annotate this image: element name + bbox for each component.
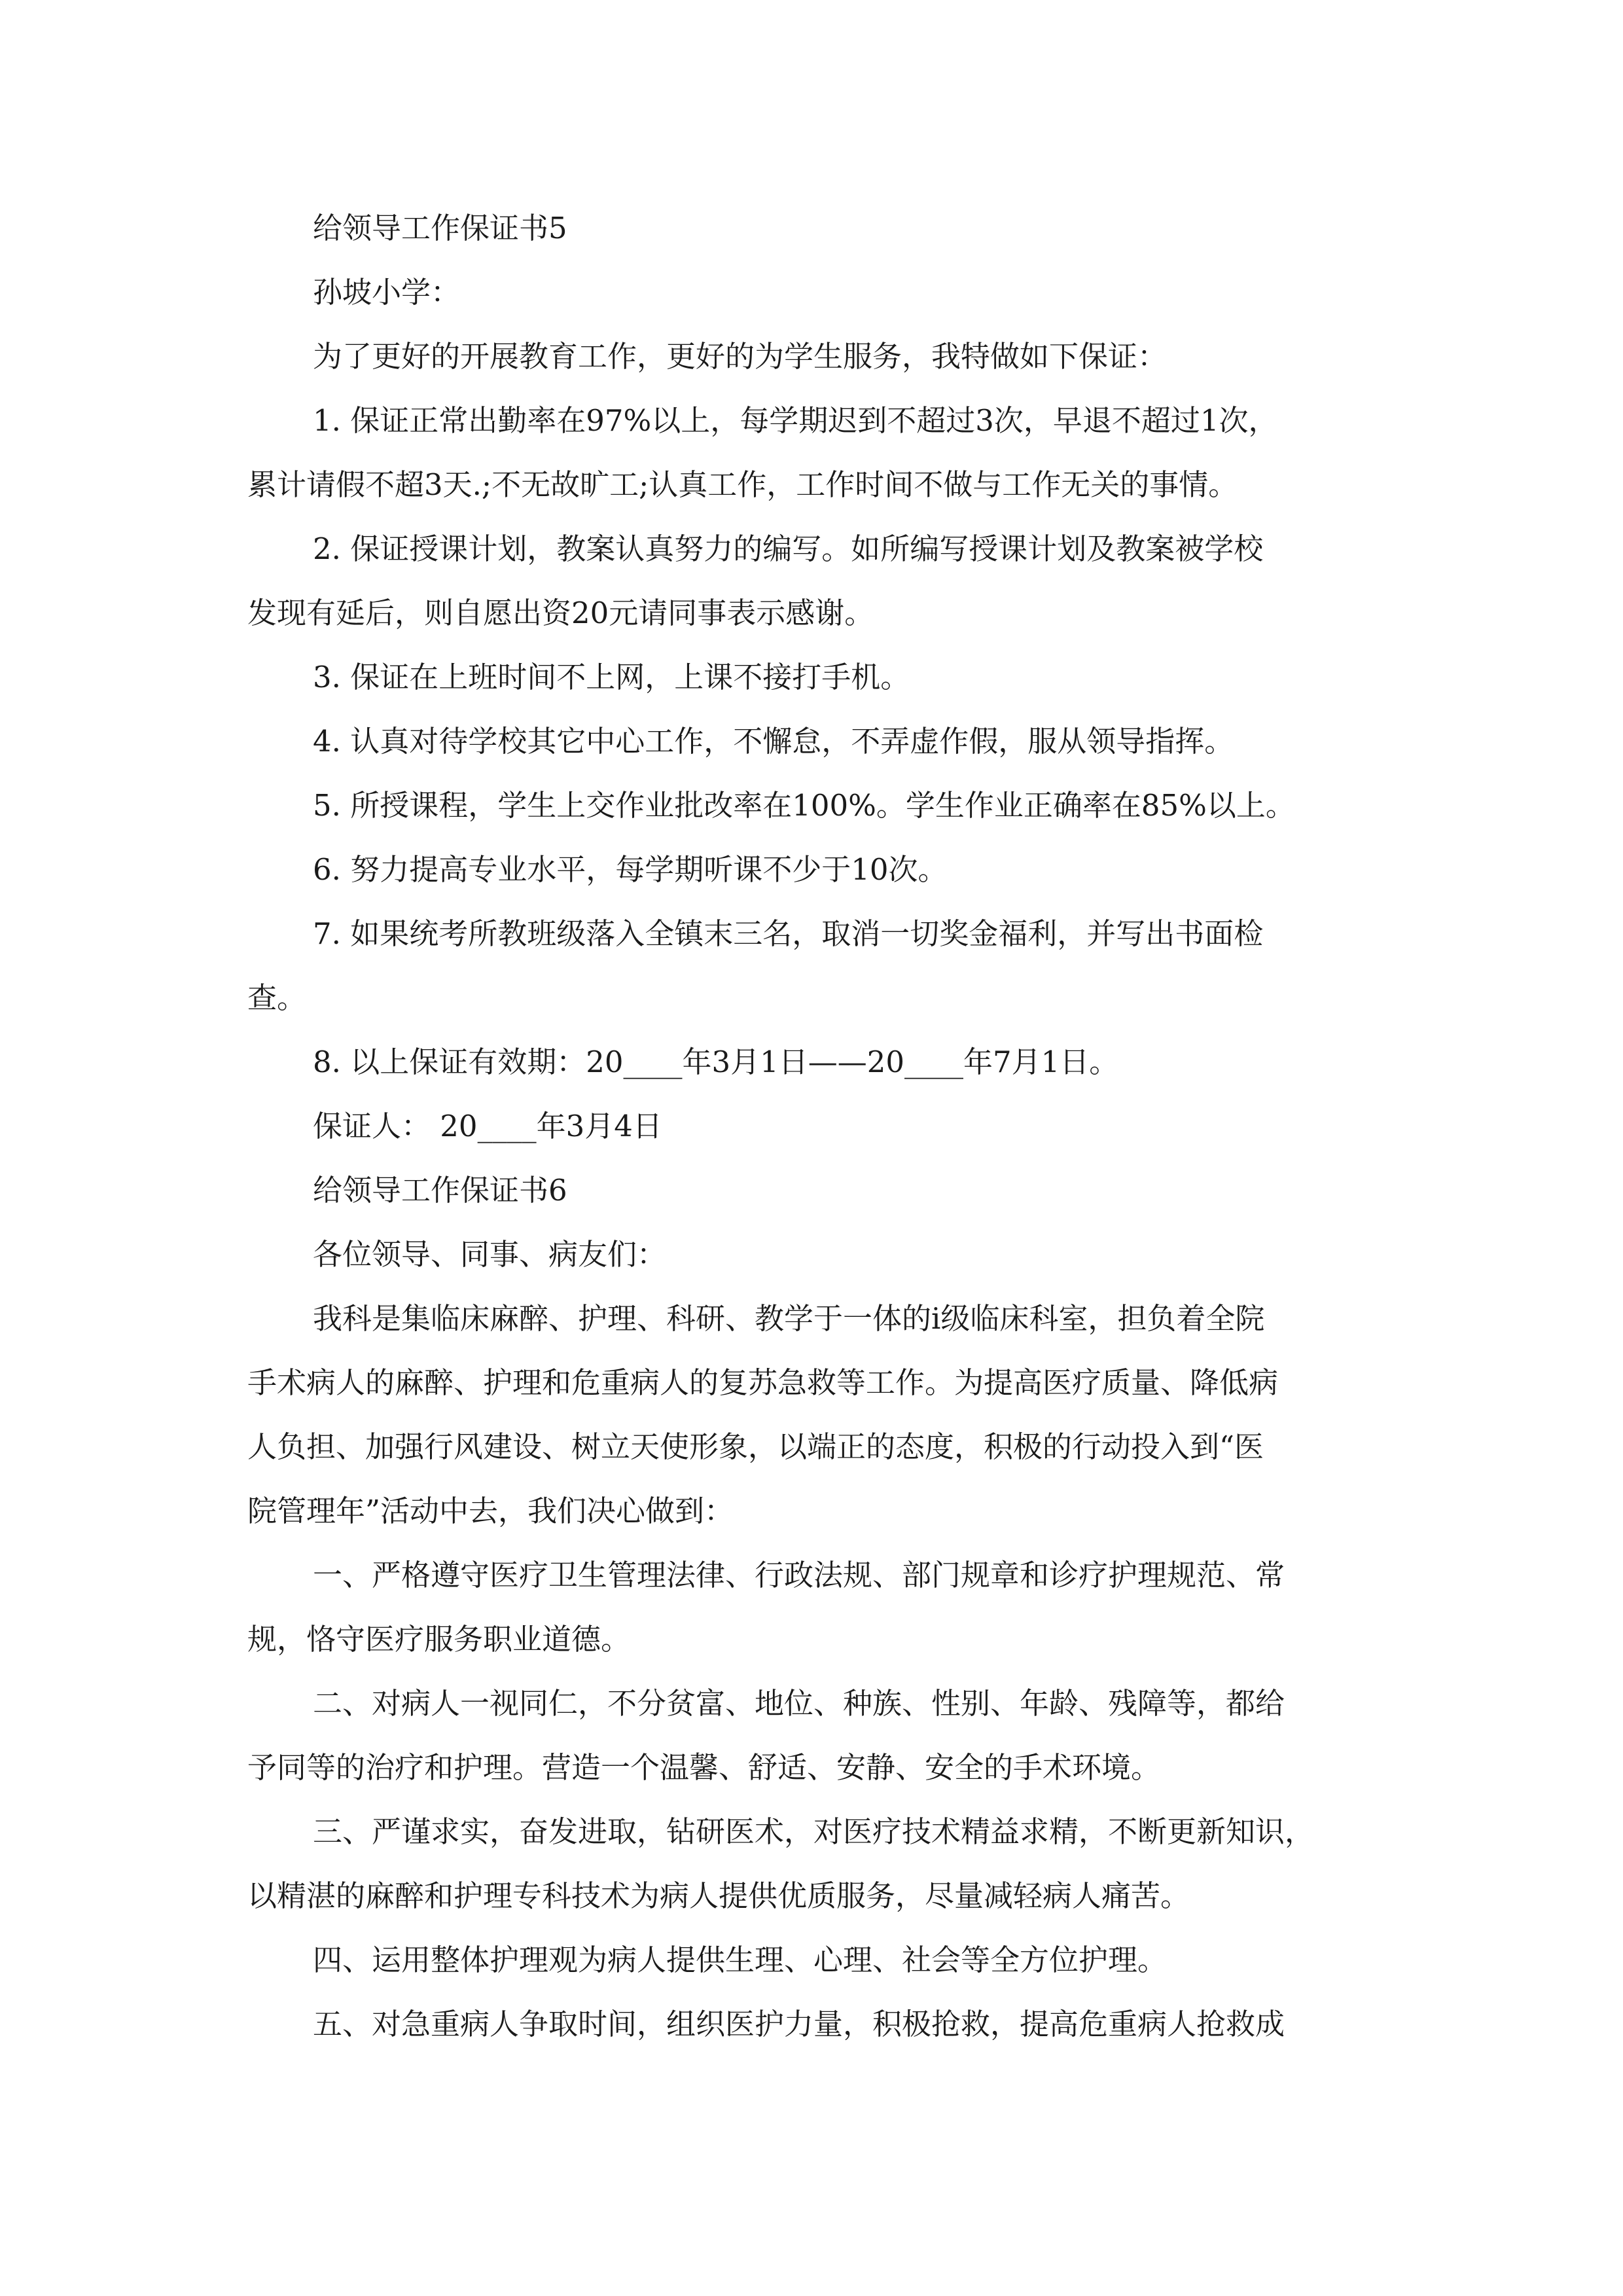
paragraph-line: 4. 认真对待学校其它中心工作，不懈怠，不弄虚作假，服从领导指挥。 xyxy=(313,724,1234,759)
paragraph-line: 规，恪守医疗服务职业道德。 xyxy=(247,1622,631,1657)
paragraph-line: 为了更好的开展教育工作，更好的为学生服务，我特做如下保证： xyxy=(313,339,1168,374)
paragraph-line: 发现有延后，则自愿出资20元请同事表示感谢。 xyxy=(247,596,874,630)
paragraph-line: 四、运用整体护理观为病人提供生理、心理、社会等全方位护理。 xyxy=(313,1943,1168,1977)
paragraph-line: 予同等的治疗和护理。营造一个温馨、舒适、安静、安全的手术环境。 xyxy=(247,1750,1161,1785)
section-title: 给领导工作保证书6 xyxy=(313,1173,567,1208)
paragraph-line: 8. 以上保证有效期：20____年3月1日——20____年7月1日。 xyxy=(313,1045,1119,1079)
paragraph-line: 2. 保证授课计划，教案认真努力的编写。如所编写授课计划及教案被学校 xyxy=(313,531,1264,566)
paragraph-line: 三、严谨求实，奋发进取，钻研医术，对医疗技术精益求精，不断更新知识， xyxy=(313,1814,1315,1849)
paragraph-line: 院管理年”活动中去，我们决心做到： xyxy=(247,1494,734,1528)
paragraph-line: 一、严格遵守医疗卫生管理法律、行政法规、部门规章和诊疗护理规范、常 xyxy=(313,1558,1285,1592)
section-title: 给领导工作保证书5 xyxy=(313,211,567,245)
salutation: 孙坡小学： xyxy=(313,275,461,310)
paragraph-line: 以精湛的麻醉和护理专科技术为病人提供优质服务，尽量减轻病人痛苦。 xyxy=(247,1878,1190,1913)
paragraph-line: 累计请假不超3天.;不无故旷工;认真工作，工作时间不做与工作无关的事情。 xyxy=(247,467,1238,502)
paragraph-line: 人负担、加强行风建设、树立天使形象，以端正的态度，积极的行动投入到“医 xyxy=(247,1429,1264,1464)
salutation: 各位领导、同事、病友们： xyxy=(313,1237,667,1272)
paragraph-line: 1. 保证正常出勤率在97%以上，每学期迟到不超过3次，早退不超过1次， xyxy=(313,403,1278,438)
signature-line: 保证人： 20____年3月4日 xyxy=(313,1109,662,1143)
paragraph-line: 二、对病人一视同仁，不分贫富、地位、种族、性别、年龄、残障等，都给 xyxy=(313,1686,1285,1721)
paragraph-line: 3. 保证在上班时间不上网，上课不接打手机。 xyxy=(313,660,910,694)
paragraph-line: 6. 努力提高专业水平，每学期听课不少于10次。 xyxy=(313,852,948,887)
document-body xyxy=(247,196,1386,2056)
paragraph-line: 查。 xyxy=(247,980,307,1015)
paragraph-line: 5. 所授课程，学生上交作业批改率在100%。学生作业正确率在85%以上。 xyxy=(313,788,1295,823)
paragraph-line: 7. 如果统考所教班级落入全镇末三名，取消一切奖金福利，并写出书面检 xyxy=(313,916,1264,951)
paragraph-line: 手术病人的麻醉、护理和危重病人的复苏急救等工作。为提高医疗质量、降低病 xyxy=(247,1365,1279,1400)
paragraph-line: 五、对急重病人争取时间，组织医护力量，积极抢救，提高危重病人抢救成 xyxy=(313,2007,1285,2041)
paragraph-line: 我科是集临床麻醉、护理、科研、教学于一体的ⅰ级临床科室，担负着全院 xyxy=(313,1301,1265,1336)
